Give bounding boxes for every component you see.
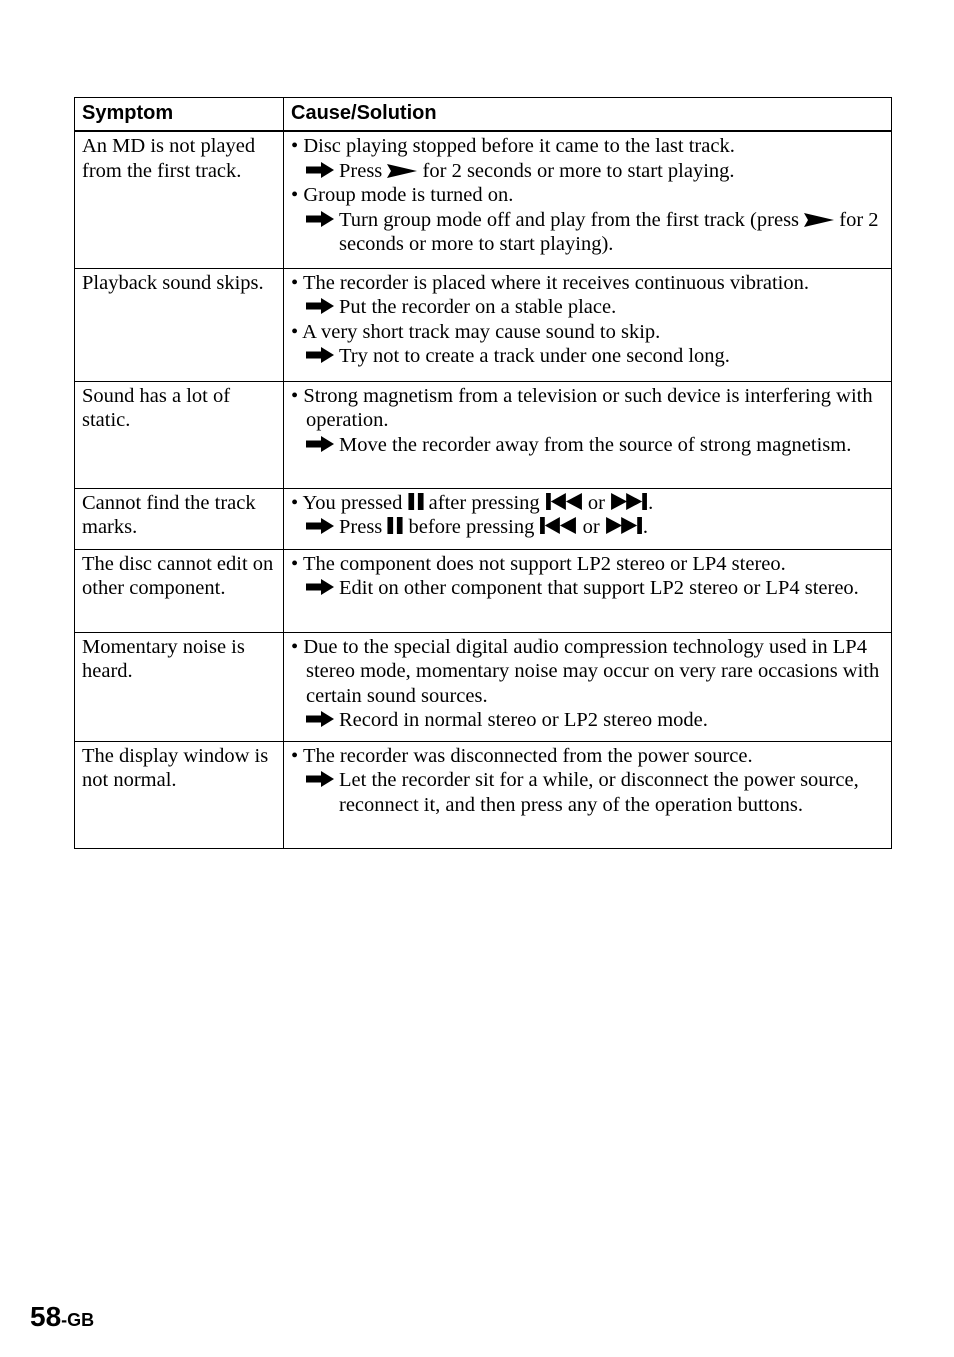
symptom-cell: The disc cannot edit on other component. bbox=[75, 549, 284, 632]
solution-arrow-icon bbox=[306, 162, 334, 178]
cause-item: • Strong magnetism from a television or such device is interfering with operation. bbox=[291, 384, 873, 431]
solution-item: Let the recorder sit for a while, or disconnect the power source, reconnect it, and then press any of the operation buttons. bbox=[291, 768, 884, 817]
solution-item: Put the recorder on a stable place. bbox=[291, 295, 884, 320]
next-track-icon bbox=[605, 517, 643, 534]
play-icon bbox=[804, 213, 834, 227]
play-icon bbox=[387, 164, 417, 178]
table-row bbox=[75, 632, 892, 741]
troubleshooting-table bbox=[74, 97, 892, 849]
solution-arrow-icon bbox=[306, 436, 334, 452]
cause-solution-cell bbox=[284, 381, 892, 488]
header-cause-solution: Cause/Solution bbox=[284, 98, 892, 132]
solution-item: Record in normal stereo or LP2 stereo mode. bbox=[291, 708, 884, 733]
page-suffix: -GB bbox=[61, 1310, 95, 1330]
cause-item: • A very short track may cause sound to skip. bbox=[291, 320, 661, 343]
solution-arrow-icon bbox=[306, 771, 334, 787]
cause-solution-cell bbox=[284, 268, 892, 381]
cause-item: • The recorder is placed where it receives continuous vibration. bbox=[291, 271, 809, 294]
table-row bbox=[75, 268, 892, 381]
table-row bbox=[75, 131, 892, 268]
table-row bbox=[75, 381, 892, 488]
symptom-cell: Playback sound skips. bbox=[75, 268, 284, 381]
solution-item: Edit on other component that support LP2 stereo or LP4 stereo. bbox=[291, 576, 884, 601]
cause-item: • Disc playing stopped before it came to the last track. bbox=[291, 135, 735, 157]
solution-arrow-icon bbox=[306, 211, 334, 227]
cause-solution-cell bbox=[284, 488, 892, 549]
cause-solution-cell bbox=[284, 131, 892, 268]
symptom-cell: An MD is not played from the first track. bbox=[75, 131, 284, 268]
previous-track-icon bbox=[539, 517, 577, 534]
cause-item: • The component does not support LP2 stereo or LP4 stereo. bbox=[291, 552, 786, 575]
solution-item: Move the recorder away from the source of strong magnetism. bbox=[291, 433, 884, 458]
pause-icon bbox=[387, 517, 403, 534]
solution-arrow-icon bbox=[306, 579, 334, 595]
next-track-icon bbox=[610, 493, 648, 510]
cause-item: • The recorder was disconnected from the power source. bbox=[291, 744, 753, 767]
symptom-cell: Momentary noise is heard. bbox=[75, 632, 284, 741]
solution-arrow-icon bbox=[306, 298, 334, 314]
cause-item: • Group mode is turned on. bbox=[291, 184, 514, 206]
solution-item: Press before pressing or . bbox=[291, 515, 884, 540]
cause-solution-cell bbox=[284, 741, 892, 848]
cause-item: • Due to the special digital audio compression technology used in LP4 stereo mode, momentary noise may occur on very rare occasions with certain sound sources. bbox=[291, 635, 880, 707]
solution-item: Turn group mode off and play from the first track (press for 2 seconds or more to start playing). bbox=[291, 208, 884, 257]
table-row bbox=[75, 488, 892, 549]
table-row bbox=[75, 741, 892, 848]
table-row bbox=[75, 549, 892, 632]
symptom-cell: The display window is not normal. bbox=[75, 741, 284, 848]
table-header-row bbox=[75, 98, 892, 132]
solution-item: Press for 2 seconds or more to start playing. bbox=[291, 159, 884, 184]
previous-track-icon bbox=[545, 493, 583, 510]
symptom-cell: Cannot find the track marks. bbox=[75, 488, 284, 549]
symptom-cell: Sound has a lot of static. bbox=[75, 381, 284, 488]
solution-arrow-icon bbox=[306, 711, 334, 727]
cause-solution-cell bbox=[284, 549, 892, 632]
page-number: 58-GB bbox=[30, 1301, 95, 1332]
header-symptom: Symptom bbox=[75, 98, 284, 132]
solution-item: Try not to create a track under one second long. bbox=[291, 344, 884, 369]
solution-arrow-icon bbox=[306, 518, 334, 534]
solution-arrow-icon bbox=[306, 347, 334, 363]
pause-icon bbox=[408, 493, 424, 510]
cause-solution-cell bbox=[284, 632, 892, 741]
cause-item: • You pressed after pressing or . bbox=[291, 491, 654, 514]
